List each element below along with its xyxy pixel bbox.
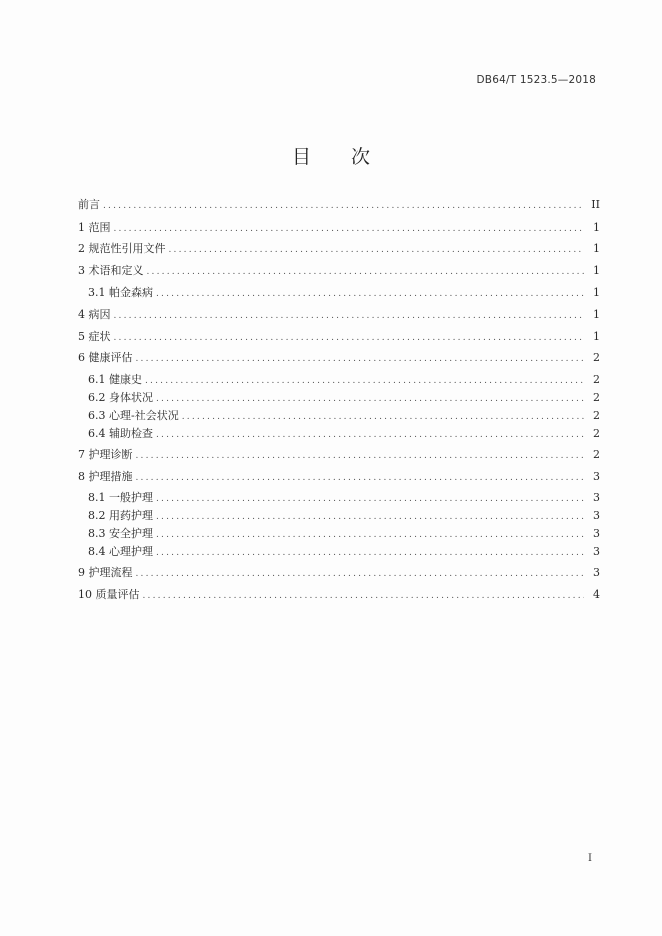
toc-entry-label: 8.2 用药护理 [88,509,153,522]
page-number: I [588,853,592,864]
toc-leader-dots [145,376,584,386]
toc-entry-label: 8.3 安全护理 [88,527,153,540]
toc-entry-page: 1 [593,286,600,299]
toc-entry-label: 10 质量评估 [78,588,140,601]
toc-entry[interactable] [78,468,600,484]
toc-leader-dots [136,354,585,364]
toc-entry-page: 3 [593,527,600,540]
toc-entry-label: 1 范围 [78,221,111,234]
toc-subentry[interactable] [78,425,600,441]
toc-entry-page: 1 [593,264,600,277]
toc-entry-page: 1 [593,330,600,343]
toc-entry-page: 4 [593,588,600,601]
toc-entry-label: 6.2 身体状况 [88,391,153,404]
toc-subentry[interactable] [78,489,600,505]
toc-leader-dots [156,512,584,522]
toc-entry[interactable] [78,328,600,344]
toc-subentry[interactable] [78,507,600,523]
toc-entry[interactable] [78,446,600,462]
toc-subentry[interactable] [78,371,600,387]
toc-entry[interactable] [78,196,600,212]
toc-entry[interactable] [78,262,600,278]
toc-entry-page: 3 [593,470,600,483]
toc-entry-page: 2 [593,409,600,422]
toc-entry-label: 前言 [78,198,100,211]
toc-entry-label: 7 护理诊断 [78,448,133,461]
toc-entry[interactable] [78,349,600,365]
toc-entry-label: 4 病因 [78,308,111,321]
toc-leader-dots [103,201,584,211]
toc-leader-dots [156,394,584,404]
toc-entry-label: 2 规范性引用文件 [78,242,166,255]
page-title: 目次 [291,146,410,168]
toc-subentry[interactable] [78,407,600,423]
toc-entry-page: 2 [593,373,600,386]
toc-entry-label: 5 症状 [78,330,111,343]
toc-entry-page: 2 [593,391,600,404]
toc-entry-page: 1 [593,308,600,321]
toc-entry-label: 6 健康评估 [78,351,133,364]
toc-entry-page: 2 [593,351,600,364]
toc-entry-page: 3 [593,545,600,558]
toc-entry[interactable] [78,564,600,580]
toc-leader-dots [136,473,585,483]
toc-leader-dots [136,569,585,579]
toc-leader-dots [136,451,585,461]
toc-entry-page: II [591,198,600,211]
toc-leader-dots [114,333,585,343]
toc-leader-dots [156,289,584,299]
toc-entry[interactable] [78,586,600,602]
toc-entry-label: 6.4 辅助检查 [88,427,153,440]
document-code: DB64/T 1523.5—2018 [476,74,596,86]
toc-entry-label: 8 护理措施 [78,470,133,483]
toc-leader-dots [156,548,584,558]
toc-subentry[interactable] [78,543,600,559]
toc-leader-dots [114,224,585,234]
toc-entry[interactable] [78,240,600,256]
toc-entry-label: 8.4 心理护理 [88,545,153,558]
toc-subentry[interactable] [78,525,600,541]
toc-entry-label: 6.1 健康史 [88,373,142,386]
toc-subentry[interactable] [78,389,600,405]
toc-entry-page: 3 [593,491,600,504]
toc-entry-label: 8.1 一般护理 [88,491,153,504]
toc-entry-page: 2 [593,427,600,440]
toc-entry-label: 6.3 心理-社会状况 [88,409,179,422]
toc-leader-dots [114,311,585,321]
toc-leader-dots [169,245,585,255]
toc-entry[interactable] [78,219,600,235]
toc-entry-label: 9 护理流程 [78,566,133,579]
toc-entry-page: 3 [593,509,600,522]
toc-entry-page: 2 [593,448,600,461]
toc-entry-page: 1 [593,221,600,234]
toc-entry-label: 3 术语和定义 [78,264,144,277]
toc-entry-page: 1 [593,242,600,255]
toc-subentry[interactable] [78,284,600,300]
toc-leader-dots [182,412,584,422]
toc-leader-dots [156,494,584,504]
toc-entry-page: 3 [593,566,600,579]
toc-leader-dots [143,591,585,601]
toc-entry[interactable] [78,306,600,322]
toc-leader-dots [156,430,584,440]
toc-leader-dots [147,267,585,277]
toc-entry-label: 3.1 帕金森病 [88,286,153,299]
toc-leader-dots [156,530,584,540]
